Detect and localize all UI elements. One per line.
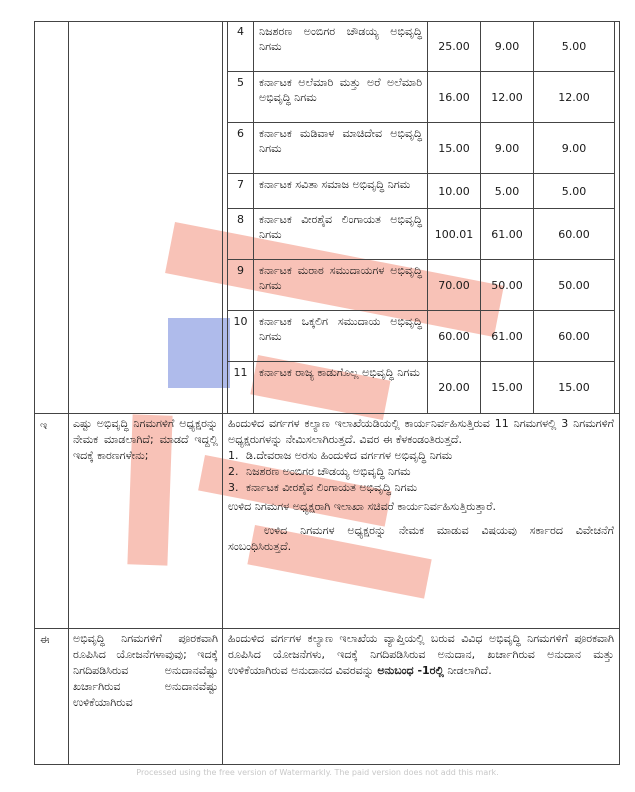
allocated-value: 15.00 [428,123,481,173]
serial-number: 11 [228,362,254,413]
allocated-value: 100.01 [428,209,481,259]
column-divider [68,21,69,765]
allocated-value: 10.00 [428,174,481,208]
serial-number: 5 [228,72,254,122]
watermark-footer: Processed using the free version of Watermarkly. The paid version does not add this mark. [136,768,499,777]
table-row [228,362,614,413]
serial-number: 10 [228,311,254,361]
list-item: 1. ಡಿ.ದೇವರಾಜ ಅರಸು ಹಿಂದುಳಿದ ವರ್ಗಗಳ ಅಭಿವೃದ್ಧಿ ನಿಗಮ [228,449,453,462]
answer-intro: ಹಿಂದುಳಿದ ವರ್ಗಗಳ ಕಲ್ಯಾಣ ಇಲಾಖೆಯಡಿಯಲ್ಲಿ ಕಾರ್ಯನಿರ್ವಹಿಸುತ್ತಿರುವ 11 ನಿಗಮಗಳಲ್ಲಿ 3 ನಿಗಮಗಳಿಗೆ ಅಧ್ಯಕ್ಷರುಗಳನ್ನು ನೇಮಿಸಲಾಗಿರುತ್ತದೆ. ವಿವರ ಈ ಕೆಳಕಂಡಂತಿರುತ್ತದೆ. [228,417,614,446]
corporation-name: ಕರ್ನಾಟಕ ರಾಜ್ಯ ಕಾಡುಗೊಲ್ಲ ಅಭಿವೃದ್ಧಿ ನಿಗಮ [254,362,428,413]
table-row [228,209,614,260]
spent-value: 5.00 [561,39,587,53]
corporation-name: ಕರ್ನಾಟಕ ಅಲೆಮಾರಿ ಮತ್ತು ಅರೆ ಅಲೆಮಾರಿ ಅಭಿವೃದ್ಧಿ ನಿಗಮ [254,72,428,122]
list-item: 3. ಕರ್ನಾಟಕ ವೀರಶೈವ ಲಿಂಗಾಯತ ಅಭಿವೃದ್ಧಿ ನಿಗಮ [228,481,418,494]
serial-number: 9 [228,260,254,310]
answer-tail: ನೀಡಲಾಗಿದೆ. [443,664,492,677]
question-text: ಅಭಿವೃದ್ಧಿ ನಿಗಮಗಳಿಗೆ ಪೂರಕವಾಗಿ ರೂಪಿಸಿದ ಯೋಜನೆಗಳಾವುವು; ಇದಕ್ಕೆ ನಿಗದಿಪಡಿಸಿರುವ ಅನುದಾನವೆಷ್ಟು ಖರ್ಚಾಗಿರುವ ಅನುದಾನವೆಷ್ಟು ಉಳಿಕೆಯಾಗಿರುವ [73,632,218,709]
row-divider [34,628,620,629]
released-value: 5.00 [481,174,534,208]
corporation-name: ನಿಜಶರಣ ಅಂಬಿಗರ ಚೌಡಯ್ಯ ಅಭಿವೃದ್ಧಿ ನಿಗಮ [254,21,428,71]
allocated-value: 16.00 [428,72,481,122]
answer-block [228,416,614,555]
released-value: 15.00 [481,362,534,413]
released-value: 61.00 [481,311,534,361]
spent-value: 9.00 [561,141,587,155]
corporation-name: ಕರ್ನಾಟಕ ಮಡಿವಾಳ ಮಾಚಿದೇವ ಅಭಿವೃದ್ಧಿ ನಿಗಮ [254,123,428,173]
table-row [228,123,614,174]
spent-value: 60.00 [558,227,590,241]
answer-main: ಹಿಂದುಳಿದ ವರ್ಗಗಳ ಕಲ್ಯಾಣ ಇಲಾಖೆಯ ವ್ಯಾಪ್ತಿಯಲ್ಲಿ ಬರುವ ವಿವಿಧ ಅಭಿವೃದ್ಧಿ ನಿಗಮಗಳಿಗೆ ಪೂರಕವಾಗಿ ರೂಪಿಸಿದ ಯೋಜನೆಗಳು, ಇದಕ್ಕೆ ನಿಗದಿಪಡಿಸಿರುವ ಅನುದಾನ, ಖರ್ಚಾಗಿರುವ ಅನುದಾನ ಮತ್ತು ಉಳಿಕೆಯಾಗಿರುವ ಅನುದಾನದ ವಿವರವನ್ನು [228,632,614,677]
table-row [228,21,614,72]
table-row [228,72,614,123]
corporation-name: ಕರ್ನಾಟಕ ಒಕ್ಕಲಿಗ ಸಮುದಾಯ ಅಭಿವೃದ್ಧಿ ನಿಗಮ [254,311,428,361]
appointed-list [228,448,614,496]
table-row [228,311,614,362]
list-item: 2. ನಿಜಶರಣ ಅಂಬಿಗರ ಚೌಡಯ್ಯ ಅಭಿವೃದ್ಧಿ ನಿಗಮ [228,465,411,478]
allocated-value: 70.00 [428,260,481,310]
serial-number: 6 [228,123,254,173]
answer-block [228,631,614,679]
allocated-value: 20.00 [428,362,481,413]
table-row [228,174,614,209]
answer-pending: ಉಳಿದ ನಿಗಮಗಳ ಅಧ್ಯಕ್ಷರನ್ನು ನೇಮಕ ಮಾಡುವ ವಿಷಯವು ಸರ್ಕಾರದ ವಿವೇಚನೆಗೆ ಸಂಬಂಧಿಸಿರುತ್ತದೆ. [228,524,614,553]
spent-value: 5.00 [561,184,587,198]
table-row [228,260,614,311]
serial-number: 7 [228,174,254,208]
spent-value: 60.00 [558,329,590,343]
released-value: 50.00 [481,260,534,310]
serial-number: 4 [228,21,254,71]
allocated-value: 60.00 [428,311,481,361]
spent-value: 50.00 [558,278,590,292]
corporation-name: ಕರ್ನಾಟಕ ವೀರಶೈವ ಲಿಂಗಾಯತ ಅಭಿವೃದ್ಧಿ ನಿಗಮ [254,209,428,259]
released-value: 12.00 [481,72,534,122]
corporation-name: ಕರ್ನಾಟಕ ಸವಿತಾ ಸಮಾಜ ಅಭಿವೃದ್ಧಿ ನಿಗಮ [254,174,428,208]
answer-rest: ಉಳಿದ ನಿಗಮಗಳ ಅಧ್ಯಕ್ಷರಾಗಿ ಇಲಾಖಾ ಸಚಿವರೆ ಕಾರ್ಯನಿರ್ವಹಿಸುತ್ತಿರುತ್ತಾರೆ. [228,500,496,513]
spent-value: 15.00 [558,381,590,394]
annexure-reference: ಅನುಬಂಧ -1ರಲ್ಲಿ [377,664,444,677]
serial-number: 8 [228,209,254,259]
row-divider [34,413,620,414]
spent-value: 12.00 [558,90,590,104]
released-value: 61.00 [481,209,534,259]
released-value: 9.00 [481,123,534,173]
question-label: ಇ [40,419,48,432]
corporations-table [227,21,615,413]
question-label: ಈ [40,633,50,646]
corporation-name: ಕರ್ನಾಟಕ ಮರಾಠ ಸಮುದಾಯಗಳ ಅಭಿವೃದ್ಧಿ ನಿಗಮ [254,260,428,310]
allocated-value: 25.00 [428,21,481,71]
column-divider [222,21,223,765]
question-text: ಎಷ್ಟು ಅಭಿವೃದ್ಧಿ ನಿಗಮಗಳಿಗೆ ಅಧ್ಯಕ್ಷರನ್ನು ನೇಮಕ ಮಾಡಲಾಗಿದೆ; ಮಾಡದೆ ಇದ್ದಲ್ಲಿ ಇದಕ್ಕೆ ಕಾರಣಗಳೇನು; [73,417,218,462]
released-value: 9.00 [481,21,534,71]
